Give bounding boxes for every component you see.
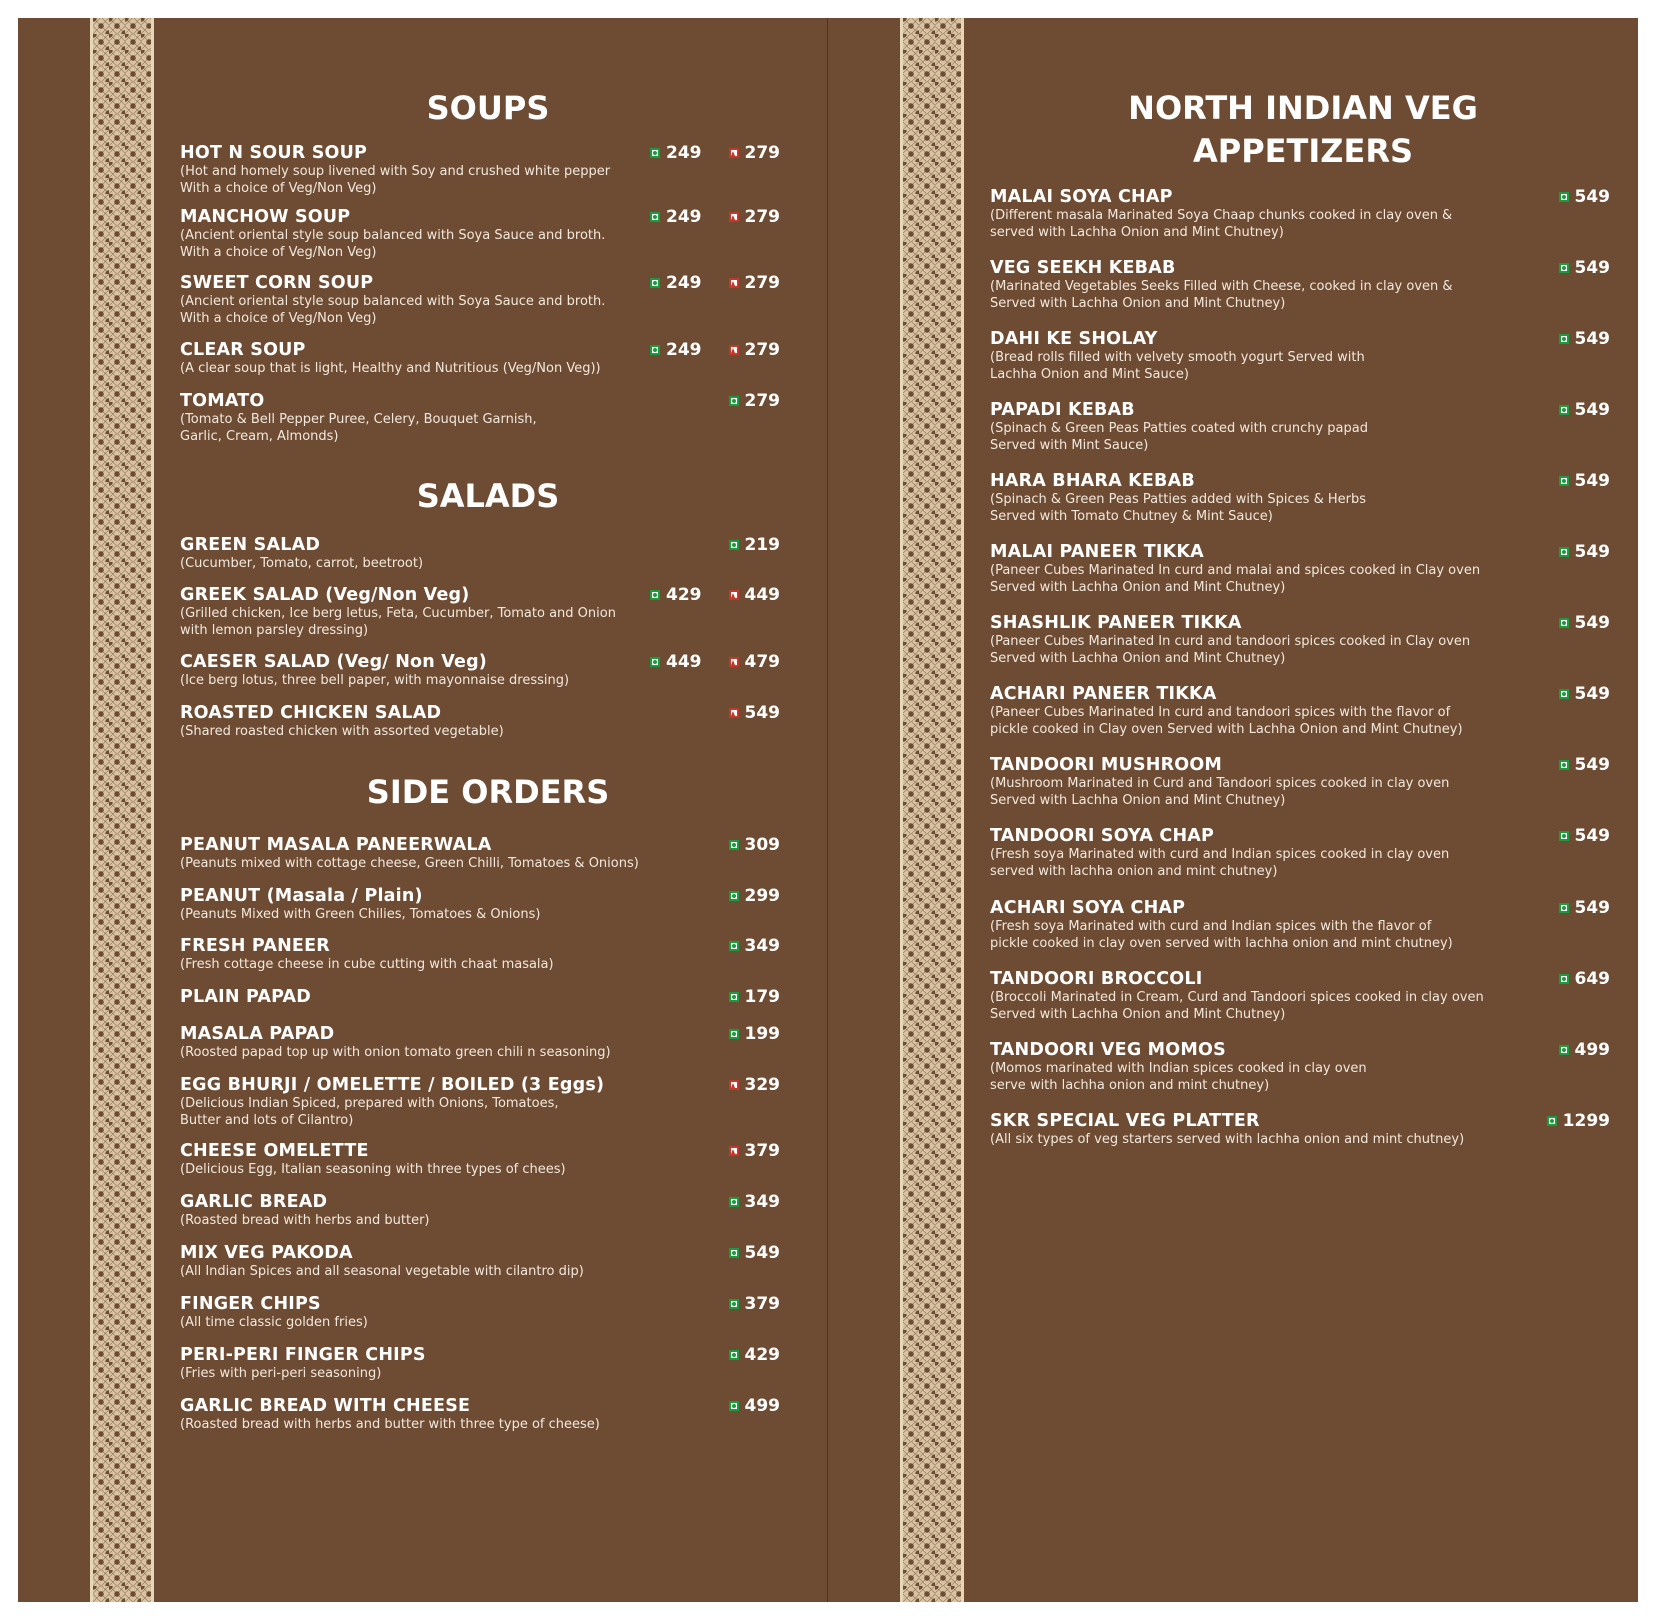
item-description: Lachha Onion and Mint Sauce): [990, 367, 1189, 382]
menu-item: [180, 835, 780, 872]
item-description: Served with Lachha Onion and Mint Chutney): [990, 296, 1286, 311]
nonveg-price: [729, 1075, 781, 1095]
veg-mark-icon: [729, 396, 739, 406]
veg-price-value: 449: [666, 652, 702, 672]
item-description: (Ancient oriental style soup balanced with Soya Sauce and broth.: [180, 294, 606, 309]
veg-mark-icon: [729, 891, 739, 901]
item-name: ROASTED CHICKEN SALAD: [180, 703, 442, 723]
nonveg-price: [729, 273, 781, 293]
veg-price: [650, 585, 702, 605]
item-description: (Different masala Marinated Soya Chaap chunks cooked in clay oven &: [990, 208, 1453, 223]
veg-price: [1559, 898, 1611, 918]
veg-price: [1559, 755, 1611, 775]
item-description: (Delicious Egg, Italian seasoning with three types of chees): [180, 1162, 566, 1177]
price-group: [1470, 258, 1610, 278]
menu-item: [180, 1396, 780, 1433]
item-name: CLEAR SOUP: [180, 340, 306, 360]
item-description: Garlic, Cream, Almonds): [180, 429, 339, 444]
nonveg-mark-icon: [729, 1146, 739, 1156]
item-description: served with Lachha Onion and Mint Chutney): [990, 225, 1284, 240]
veg-price: [1559, 613, 1611, 633]
item-description: (Tomato & Bell Pepper Puree, Celery, Bouquet Garnish,: [180, 412, 537, 427]
menu-item: [990, 258, 1610, 312]
menu-item: [180, 1141, 780, 1178]
item-name: TANDOORI SOYA CHAP: [990, 826, 1215, 846]
veg-price: [729, 1345, 781, 1365]
price-group: [650, 886, 780, 906]
price-group: [650, 273, 780, 293]
item-name: SWEET CORN SOUP: [180, 273, 374, 293]
price-group: [650, 987, 780, 1007]
item-name: HOT N SOUR SOUP: [180, 143, 368, 163]
item-description: (Paneer Cubes Marinated In curd and malai and spices cooked in Clay oven: [990, 563, 1481, 578]
veg-price-value: 549: [1574, 542, 1610, 562]
section-title-salads: SALADS: [416, 477, 560, 515]
item-description: (Ancient oriental style soup balanced with Soya Sauce and broth.: [180, 228, 606, 243]
item-description: with lemon parsley dressing): [180, 623, 369, 638]
veg-mark-icon: [1559, 263, 1569, 273]
item-name: VEG SEEKH KEBAB: [990, 258, 1176, 278]
veg-price: [729, 936, 781, 956]
veg-mark-icon: [1559, 974, 1569, 984]
item-name: EGG BHURJI / OMELETTE / BOILED (3 Eggs): [180, 1075, 605, 1095]
veg-price-value: 499: [744, 1396, 780, 1416]
veg-price: [1547, 1111, 1610, 1131]
veg-price-value: 429: [744, 1345, 780, 1365]
veg-price-value: 249: [666, 143, 702, 163]
nonveg-price-value: 449: [744, 585, 780, 605]
item-name: MANCHOW SOUP: [180, 207, 351, 227]
item-description: (All six types of veg starters served with lachha onion and mint chutney): [990, 1132, 1465, 1147]
menu-item: [180, 987, 780, 1007]
price-group: [650, 1396, 780, 1416]
veg-price: [729, 835, 781, 855]
item-description: pickle cooked in Clay oven Served with Lachha Onion and Mint Chutney): [990, 722, 1463, 737]
menu-item: [180, 1075, 780, 1129]
veg-price-value: 549: [1574, 613, 1610, 633]
veg-price-value: 549: [1574, 471, 1610, 491]
item-description: (Roasted bread with herbs and butter with three type of cheese): [180, 1417, 600, 1432]
veg-mark-icon: [650, 278, 660, 288]
item-name: FRESH PANEER: [180, 936, 330, 956]
veg-mark-icon: [1559, 476, 1569, 486]
veg-mark-icon: [650, 590, 660, 600]
nonveg-price: [729, 143, 781, 163]
price-group: [650, 585, 780, 605]
item-description: (Fresh cottage cheese in cube cutting with chaat masala): [180, 957, 554, 972]
item-description: (Roasted bread with herbs and butter): [180, 1213, 430, 1228]
veg-mark-icon: [729, 1401, 739, 1411]
item-description: (A clear soup that is light, Healthy and Nutritious (Veg/Non Veg)): [180, 361, 601, 376]
price-group: [650, 703, 780, 723]
nonveg-mark-icon: [729, 657, 739, 667]
item-name: PERI-PERI FINGER CHIPS: [180, 1345, 426, 1365]
veg-mark-icon: [1559, 547, 1569, 557]
veg-mark-icon: [729, 540, 739, 550]
menu-item: [180, 143, 780, 197]
nonveg-price-value: 279: [744, 273, 780, 293]
menu-item: [990, 969, 1610, 1023]
nonveg-price-value: 279: [744, 143, 780, 163]
price-group: [650, 1024, 780, 1044]
veg-price-value: 549: [1574, 826, 1610, 846]
veg-price: [1559, 826, 1611, 846]
menu-item: [990, 684, 1610, 738]
veg-price-value: 549: [744, 1243, 780, 1263]
menu-item: [990, 826, 1610, 880]
item-description: (Marinated Vegetables Seeks Filled with Cheese, cooked in clay oven &: [990, 279, 1453, 294]
veg-price: [1559, 684, 1611, 704]
veg-price-value: 549: [1574, 187, 1610, 207]
veg-price: [650, 340, 702, 360]
item-name: MALAI PANEER TIKKA: [990, 542, 1204, 562]
veg-price-value: 429: [666, 585, 702, 605]
nonveg-mark-icon: [729, 708, 739, 718]
menu-item: [180, 703, 780, 740]
veg-mark-icon: [729, 1350, 739, 1360]
veg-mark-icon: [729, 941, 739, 951]
item-name: HARA BHARA KEBAB: [990, 471, 1195, 491]
item-description: served with lachha onion and mint chutney): [990, 864, 1278, 879]
item-description: (Shared roasted chicken with assorted vegetable): [180, 724, 504, 739]
menu-item: [180, 340, 780, 377]
item-name: SKR SPECIAL VEG PLATTER: [990, 1111, 1260, 1131]
veg-mark-icon: [1559, 192, 1569, 202]
veg-mark-icon: [1559, 1045, 1569, 1055]
menu-item: [180, 1294, 780, 1331]
nonveg-price-value: 279: [744, 340, 780, 360]
price-group: [650, 207, 780, 227]
item-description: Served with Lachha Onion and Mint Chutney): [990, 580, 1286, 595]
item-name: PAPADI KEBAB: [990, 400, 1135, 420]
nonveg-price: [729, 585, 781, 605]
menu-item: [180, 207, 780, 261]
decorative-border: [90, 18, 154, 1602]
item-description: (Broccoli Marinated in Cream, Curd and Tandoori spices cooked in clay oven: [990, 990, 1484, 1005]
item-name: CHEESE OMELETTE: [180, 1141, 369, 1161]
price-group: [650, 1243, 780, 1263]
item-description: Served with Lachha Onion and Mint Chutney): [990, 651, 1286, 666]
veg-mark-icon: [650, 657, 660, 667]
item-name: TANDOORI BROCCOLI: [990, 969, 1203, 989]
veg-price: [650, 143, 702, 163]
menu-item: [990, 898, 1610, 952]
item-name: GARLIC BREAD WITH CHEESE: [180, 1396, 471, 1416]
nonveg-mark-icon: [729, 590, 739, 600]
nonveg-price-value: 279: [744, 207, 780, 227]
veg-mark-icon: [1559, 618, 1569, 628]
veg-price-value: 549: [1574, 898, 1610, 918]
veg-price: [729, 1192, 781, 1212]
item-description: (Peanuts Mixed with Green Chilies, Tomatoes & Onions): [180, 907, 541, 922]
item-name: FINGER CHIPS: [180, 1294, 321, 1314]
veg-price: [729, 1024, 781, 1044]
item-description: (All time classic golden fries): [180, 1315, 368, 1330]
veg-price-value: 1299: [1562, 1111, 1610, 1131]
veg-mark-icon: [1559, 831, 1569, 841]
item-name: PEANUT (Masala / Plain): [180, 886, 423, 906]
item-description: (Fries with peri-peri seasoning): [180, 1366, 382, 1381]
price-group: [1470, 684, 1610, 704]
menu-item: [180, 936, 780, 973]
veg-mark-icon: [650, 345, 660, 355]
nonveg-price-value: 379: [744, 1141, 780, 1161]
menu-item: [990, 613, 1610, 667]
price-group: [1470, 187, 1610, 207]
veg-price-value: 299: [744, 886, 780, 906]
menu-item: [180, 652, 780, 689]
veg-mark-icon: [729, 1299, 739, 1309]
item-name: GARLIC BREAD: [180, 1192, 328, 1212]
veg-price: [1559, 187, 1611, 207]
price-group: [650, 535, 780, 555]
item-description: With a choice of Veg/Non Veg): [180, 181, 377, 196]
price-group: [650, 1294, 780, 1314]
item-description: (Bread rolls filled with velvety smooth yogurt Served with: [990, 350, 1365, 365]
veg-price-value: 549: [1574, 400, 1610, 420]
item-description: Served with Lachha Onion and Mint Chutney): [990, 1007, 1286, 1022]
price-group: [1470, 969, 1610, 989]
menu-item: [180, 1243, 780, 1280]
price-group: [1470, 613, 1610, 633]
menu-page-left: [18, 18, 827, 1602]
item-name: CAESER SALAD (Veg/ Non Veg): [180, 652, 487, 672]
nonveg-price: [729, 340, 781, 360]
nonveg-price: [729, 207, 781, 227]
item-name: GREEN SALAD: [180, 535, 321, 555]
menu-item: [180, 1024, 780, 1061]
nonveg-mark-icon: [729, 278, 739, 288]
veg-price: [650, 273, 702, 293]
nonveg-mark-icon: [729, 212, 739, 222]
veg-price: [729, 886, 781, 906]
veg-mark-icon: [1559, 689, 1569, 699]
price-group: [1470, 826, 1610, 846]
item-description: (Hot and homely soup livened with Soy and crushed white pepper: [180, 164, 611, 179]
item-description: serve with lachha onion and mint chutney): [990, 1078, 1270, 1093]
item-description: Butter and lots of Cilantro): [180, 1113, 354, 1128]
price-group: [650, 340, 780, 360]
menu-item: [990, 471, 1610, 525]
item-name: ACHARI PANEER TIKKA: [990, 684, 1217, 704]
price-group: [650, 391, 780, 411]
item-description: (Fresh soya Marinated with curd and Indian spices with the flavor of: [990, 919, 1432, 934]
item-name: MASALA PAPAD: [180, 1024, 335, 1044]
veg-price-value: 549: [1574, 755, 1610, 775]
item-description: (Paneer Cubes Marinated In curd and tandoori spices cooked in Clay oven: [990, 634, 1471, 649]
veg-price: [1559, 1040, 1611, 1060]
item-name: DAHI KE SHOLAY: [990, 329, 1158, 349]
price-group: [650, 835, 780, 855]
veg-price-value: 179: [744, 987, 780, 1007]
menu-item: [180, 391, 780, 445]
veg-price-value: 249: [666, 207, 702, 227]
menu-item: [990, 755, 1610, 809]
item-description: (Momos marinated with Indian spices cooked in clay oven: [990, 1061, 1367, 1076]
veg-price-value: 349: [744, 936, 780, 956]
nonveg-price-value: 479: [744, 652, 780, 672]
veg-price-value: 249: [666, 340, 702, 360]
veg-price: [729, 391, 781, 411]
price-group: [650, 1075, 780, 1095]
item-description: (Cucumber, Tomato, carrot, beetroot): [180, 556, 424, 571]
item-description: (Spinach & Green Peas Patties added with Spices & Herbs: [990, 492, 1367, 507]
section-title-soups: SOUPS: [426, 89, 550, 127]
section-title-appetizers-line2: APPETIZERS: [1192, 132, 1413, 170]
section-title-appetizers-line1: NORTH INDIAN VEG: [1128, 89, 1478, 127]
price-group: [650, 143, 780, 163]
item-name: SHASHLIK PANEER TIKKA: [990, 613, 1242, 633]
veg-mark-icon: [729, 1029, 739, 1039]
veg-price-value: 379: [744, 1294, 780, 1314]
veg-price-value: 549: [1574, 258, 1610, 278]
veg-mark-icon: [729, 1248, 739, 1258]
item-description: (Grilled chicken, Ice berg letus, Feta, Cucumber, Tomato and Onion: [180, 606, 616, 621]
item-description: With a choice of Veg/Non Veg): [180, 245, 377, 260]
item-name: GREEK SALAD (Veg/Non Veg): [180, 585, 470, 605]
veg-price: [729, 1243, 781, 1263]
price-group: [1470, 1111, 1610, 1131]
menu-item: [990, 400, 1610, 454]
veg-price-value: 549: [1574, 329, 1610, 349]
nonveg-price-value: 549: [744, 703, 780, 723]
veg-price: [729, 1396, 781, 1416]
veg-price: [1559, 969, 1611, 989]
item-name: MIX VEG PAKODA: [180, 1243, 353, 1263]
veg-mark-icon: [650, 148, 660, 158]
item-description: pickle cooked in clay oven served with lachha onion and mint chutney): [990, 936, 1453, 951]
veg-price-value: 279: [744, 391, 780, 411]
price-group: [1470, 898, 1610, 918]
price-group: [1470, 471, 1610, 491]
veg-price-value: 199: [744, 1024, 780, 1044]
menu-item: [180, 886, 780, 923]
veg-mark-icon: [1547, 1116, 1557, 1126]
item-description: (Ice berg lotus, three bell paper, with mayonnaise dressing): [180, 673, 570, 688]
price-group: [1470, 542, 1610, 562]
menu-item: [180, 585, 780, 639]
menu-item: [990, 1040, 1610, 1094]
decorative-border: [900, 18, 964, 1602]
veg-price: [650, 207, 702, 227]
veg-price: [729, 535, 781, 555]
veg-price: [1559, 258, 1611, 278]
item-description: With a choice of Veg/Non Veg): [180, 311, 377, 326]
item-description: (Paneer Cubes Marinated In curd and tandoori spices with the flavor of: [990, 705, 1451, 720]
item-name: PEANUT MASALA PANEERWALA: [180, 835, 492, 855]
nonveg-price: [729, 1141, 781, 1161]
item-description: (Fresh soya Marinated with curd and Indian spices cooked in clay oven: [990, 847, 1450, 862]
item-description: (Delicious Indian Spiced, prepared with Onions, Tomatoes,: [180, 1096, 559, 1111]
item-description: Served with Lachha Onion and Mint Chutney): [990, 793, 1286, 808]
nonveg-price-value: 329: [744, 1075, 780, 1095]
nonveg-mark-icon: [729, 345, 739, 355]
item-description: (All Indian Spices and all seasonal vegetable with cilantro dip): [180, 1264, 584, 1279]
veg-mark-icon: [650, 212, 660, 222]
veg-price-value: 549: [1574, 684, 1610, 704]
price-group: [650, 936, 780, 956]
item-description: (Spinach & Green Peas Patties coated with crunchy papad: [990, 421, 1368, 436]
veg-price: [1559, 329, 1611, 349]
price-group: [650, 652, 780, 672]
menu-page-right: [828, 18, 1638, 1602]
section-title-side-orders: SIDE ORDERS: [366, 773, 610, 811]
item-description: (Mushroom Marinated in Curd and Tandoori spices cooked in clay oven: [990, 776, 1450, 791]
menu-item: [990, 542, 1610, 596]
menu-item: [990, 329, 1610, 383]
item-name: TOMATO: [180, 391, 265, 411]
menu-item: [180, 1345, 780, 1382]
item-description: Served with Tomato Chutney & Mint Sauce): [990, 509, 1273, 524]
menu-item: [990, 187, 1610, 241]
price-group: [1470, 400, 1610, 420]
veg-price: [650, 652, 702, 672]
veg-price: [1559, 542, 1611, 562]
nonveg-mark-icon: [729, 148, 739, 158]
veg-price: [729, 987, 781, 1007]
veg-price-value: 219: [744, 535, 780, 555]
price-group: [650, 1345, 780, 1365]
item-name: PLAIN PAPAD: [180, 987, 312, 1007]
veg-mark-icon: [1559, 760, 1569, 770]
menu-item: [180, 535, 780, 572]
veg-price: [1559, 400, 1611, 420]
item-name: TANDOORI MUSHROOM: [990, 755, 1223, 775]
veg-price-value: 499: [1574, 1040, 1610, 1060]
item-name: MALAI SOYA CHAP: [990, 187, 1173, 207]
nonveg-mark-icon: [729, 1080, 739, 1090]
veg-mark-icon: [729, 1197, 739, 1207]
veg-price-value: 249: [666, 273, 702, 293]
veg-mark-icon: [729, 992, 739, 1002]
item-description: (Roosted papad top up with onion tomato green chili n seasoning): [180, 1045, 611, 1060]
nonveg-price: [729, 652, 781, 672]
veg-price-value: 349: [744, 1192, 780, 1212]
item-description: Served with Mint Sauce): [990, 438, 1149, 453]
veg-mark-icon: [1559, 405, 1569, 415]
price-group: [1470, 329, 1610, 349]
price-group: [650, 1141, 780, 1161]
price-group: [1470, 755, 1610, 775]
menu-item: [180, 1192, 780, 1229]
price-group: [650, 1192, 780, 1212]
veg-mark-icon: [1559, 334, 1569, 344]
item-name: ACHARI SOYA CHAP: [990, 898, 1186, 918]
veg-mark-icon: [1559, 903, 1569, 913]
item-name: TANDOORI VEG MOMOS: [990, 1040, 1226, 1060]
veg-price: [729, 1294, 781, 1314]
veg-mark-icon: [729, 840, 739, 850]
nonveg-price: [729, 703, 781, 723]
veg-price-value: 649: [1574, 969, 1610, 989]
item-description: (Peanuts mixed with cottage cheese, Green Chilli, Tomatoes & Onions): [180, 856, 639, 871]
menu-item: [180, 273, 780, 327]
veg-price: [1559, 471, 1611, 491]
price-group: [1470, 1040, 1610, 1060]
menu-item: [990, 1111, 1610, 1148]
veg-price-value: 309: [744, 835, 780, 855]
